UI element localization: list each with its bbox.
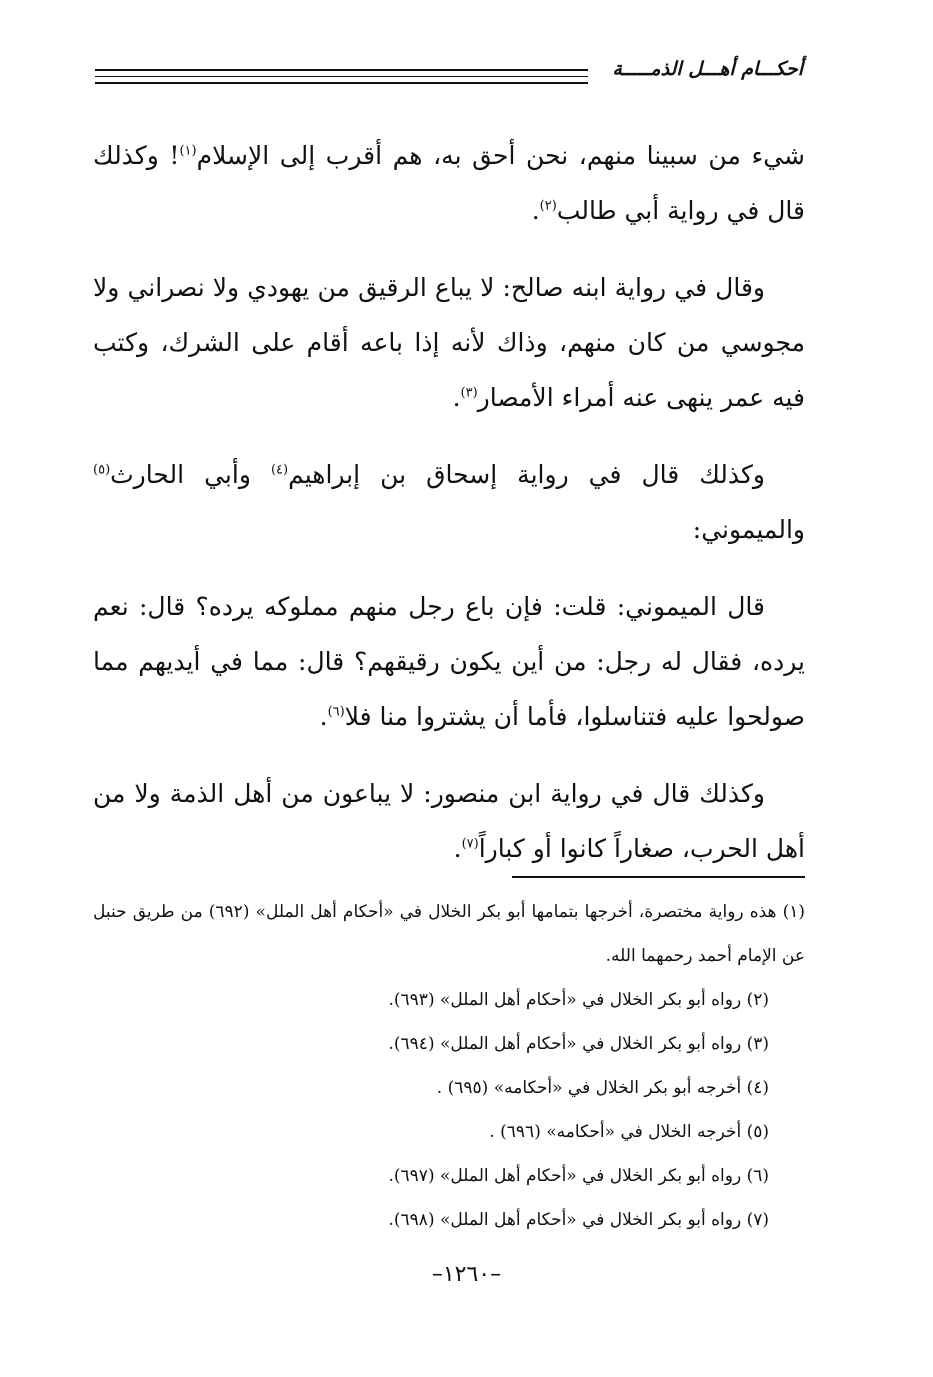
paragraph: قال الميموني: قلت: فإن باع رجل منهم مملوكه يرده؟ قال: نعم يرده، فقال له رجل: من أين يكون رقيقهم؟ قال: مما في أيديهم مما صولحوا عليه فتناسلوا، فأما أن يشتروا منا فلا$^{(٦)}$. [93,592,805,731]
running-header [95,52,803,92]
paragraph: وكذلك قال في رواية ابن منصور: لا يباعون من أهل الذمة ولا من أهل الحرب، صغاراً كانوا أو كباراً$^{(٧)}$. [93,779,805,863]
footnote-ref[interactable]: (١) [179,143,197,159]
footnote: (٤) أخرجه أبو بكر الخلال في «أحكامه» (٦٩٥) . [436,1078,769,1098]
paragraph: وقال في رواية ابنه صالح: لا يباع الرقيق من يهودي ولا نصراني ولا مجوسي من كان منهم، وذاك لأنه إذا باعه أقام على الشرك، وكتب فيه عمر ينهى عنه أمراء الأمصار$^{(٣)}$. [93,273,805,412]
footnote-ref[interactable]: (٧) [461,836,479,852]
page-number: –١٢٦٠– [431,1262,502,1287]
footnote: (٥) أخرجه الخلال في «أحكامه» (٦٩٦) . [489,1122,769,1142]
footnote: (٣) رواه أبو بكر الخلال في «أحكام أهل الملل» (٦٩٤). [388,1034,769,1054]
header-rule [95,82,588,84]
book-title: أحكـــام أهـــل الذمـــــة [612,58,803,80]
footnote: (٦) رواه أبو بكر الخلال في «أحكام أهل الملل» (٦٩٧). [388,1166,769,1186]
footnote-ref[interactable]: (٢) [539,198,557,214]
main-text [93,128,805,898]
footnote: (٢) رواه أبو بكر الخلال في «أحكام أهل الملل» (٦٩٣). [388,990,769,1010]
footnote: (٧) رواه أبو بكر الخلال في «أحكام أهل الملل» (٦٩٨). [388,1210,769,1230]
footnote-ref[interactable]: (٥) [93,462,111,478]
footnote-ref[interactable]: (٣) [460,385,478,401]
paragraph: شيء من سبينا منهم، نحن أحق به، هم أقرب إلى الإسلام$^{(١)}$! وكذلك قال في رواية أبي طالب$^{(٢)}$. [93,141,806,225]
footnote-ref[interactable]: (٤) [270,462,289,478]
header-rule [95,69,588,71]
footnotes [93,890,805,1242]
header-rule [95,76,588,77]
footnote: (١) هذه رواية مختصرة، أخرجها بتمامها أبو بكر الخلال في «أحكام أهل الملل» (٦٩٢) من طريق حنبل عن الإمام أحمد رحمهما الله. [93,902,805,966]
paragraph: وكذلك قال في رواية إسحاق بن إبراهيم$^{(٤)}$ وأبي الحارث$^{(٥)}$ والميموني: [93,460,805,544]
footnote-ref[interactable]: (٦) [327,704,345,720]
footnote-separator [512,876,805,878]
